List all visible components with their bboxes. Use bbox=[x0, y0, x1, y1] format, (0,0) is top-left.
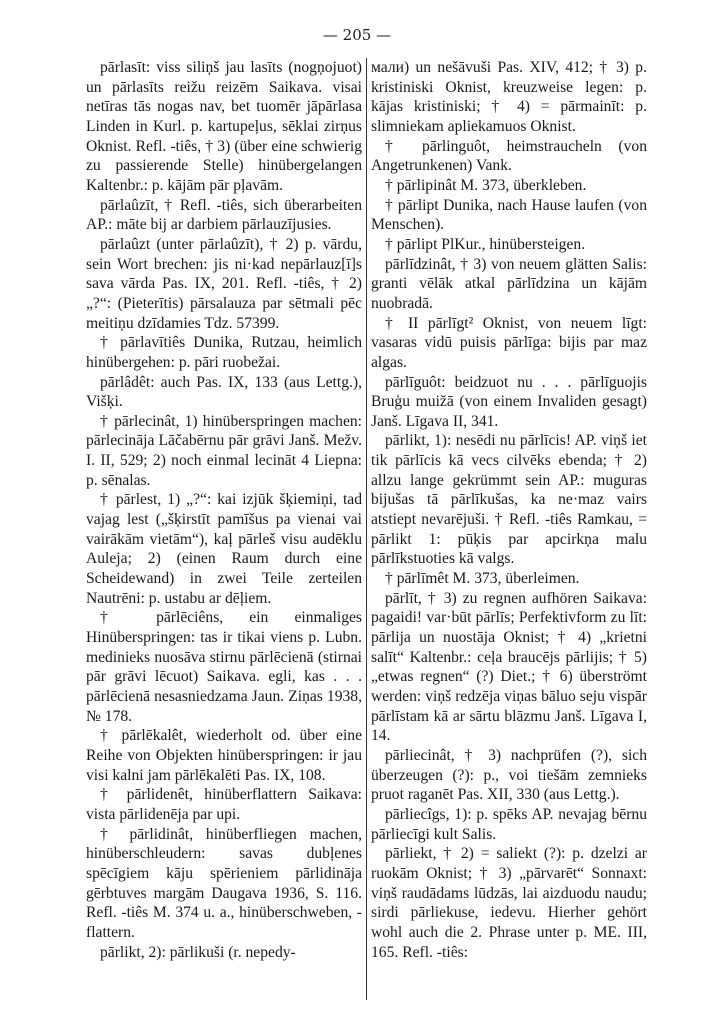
dictionary-entry-parlest: † pārlest, 1) „?“: kai izjūk šķiemiņi, tad vajag lest („šķirstīt pamīšus pa vienai vai vairākām vietām“), kaļ pārleš visu audēklu Auleja; 2) (einen Raum durch eine Scheidewand) in zwei Teile zerteilen Nautrēni: p. ustabu ar dēļiem. bbox=[86, 491, 362, 607]
dictionary-entry-parlauzit: pārlaûzīt, † Refl. -tiês, sich überarbeiten AP.: māte bij ar darbiem pārlauzījusies. bbox=[86, 196, 362, 234]
column-divider bbox=[366, 58, 367, 1000]
dictionary-entry-parlipinat: † pārlipinât M. 373, überkleben. bbox=[385, 176, 587, 194]
page-number: — 205 — bbox=[322, 26, 392, 44]
dictionary-entry-parleciens: † pārlēciêns, ein einmaliges Hinüberspringen: tas ir tikai viens p. Lubn. medinieks nuosāva stirnu pārlēcienā (stirnai pār grāvi lēcuot) Saikava. egli, kas . . . pārlēcienā nesasniedzama Jaun. Ziņas 1938, № 178. bbox=[86, 609, 362, 725]
dictionary-entry-parladet: pārlâdêt: auch Pas. IX, 133 (aus Lettg.), Višķi. bbox=[86, 373, 362, 411]
dictionary-entry-parlidenet: † pārlidenêt, hinüberflattern Saikava: vista pārlidenēja par upi. bbox=[86, 786, 362, 823]
dictionary-entry-parlipt-dunika: † pārlipt Dunika, nach Hause laufen (von Menschen). bbox=[371, 196, 647, 234]
dictionary-entry-parlauzt: pārlaûzt (unter pārlaûzīt), † 2) p. vārdu, sein Wort brechen: jis ni·kad nepārlauz[ī]s sava vārda Pas. IX, 201. Refl. -tiês, † 2) „?“: (Pieterītis) pārsalauza par sētmali pēc meitiņu dzīdamies Tdz. 57399. bbox=[86, 235, 362, 332]
dictionary-entry-parlidzinat: pārlīdzinât, † 3) von neuem glätten Salis: granti vēlāk atkal pārlīdzina un kājām nuobradā. bbox=[371, 255, 647, 312]
dictionary-entry-parligt: † II pārlīgt² Oknist, von neuem līgt: vasaras vidū puisis pārlīga: bijis par maz algas. bbox=[371, 314, 647, 371]
dictionary-entry-parlikt-1: pārlikt, 1): nesēdi nu pārlīcis! AP. viņš iet tik pārlīcis kā vecs cilvēks ebenda; † 2) allzu lange gekrümmt sein AP.: muguras bijušas tā pārlīkušas, ka ne·maz vairs atstiept nevarējuši. † Refl. -tiês Ramkau, = pārlikt 1: pūķis par apcirkņa malu pārlīkstuoties kā valgs. bbox=[371, 432, 647, 568]
dictionary-entry-parlavities: † pārlavītiês Dunika, Rutzau, heimlich hinübergehen: p. pāri ruobežai. bbox=[86, 334, 362, 371]
dictionary-entry-parlinguot: † pārlinguôt, heimstraucheln (von Angetrunkenen) Vank. bbox=[371, 137, 647, 175]
dictionary-entry-parlasit: pārlasīt: viss siliņš jau lasīts (nogņojuot) un pārlasīts reižu reizēm Saikava. visai netīras tās nogas nav, bet tuomēr jāpārlasa Linden in Kurl. p. kartupeļus, sēklai zirņus Oknist. Refl. -tiês, † 3) (über eine schwierig zu passierende Stelle) hinübergelangen Kaltenbr.: p. kājām pār pļavām. bbox=[86, 59, 362, 194]
dictionary-entry-parliguot: pārlīguôt: beidzuot nu . . . pārlīguojis Bruģu muižā (von einem Invaliden gesagt) Janš. Līgava II, 341. bbox=[371, 373, 647, 430]
dictionary-entry-parlidinat: † pārlidinât, hinüberfliegen machen, hinüberschleudern: savas dubļenes spēcīgiem kāju spērieniem pārlidināja gērbtuves margām Daugava 1936, S. 116. Refl. -tiês M. 374 u. a., hinüberschweben, -flattern. bbox=[86, 825, 362, 941]
dictionary-entry-parliekt: pārliekt, † 2) = saliekt (?): p. dzelzi ar ruokām Oknist; † 3) „pārvarēt“ Sonnaxt: viņš raudādams lūdzās, lai aizduodu naudu; sirdi pārliekuse, iedevu. Hierher gehört wohl auch die 2. Phrase unter p. ME. III, 165. Refl. -tiês: bbox=[371, 845, 647, 961]
dictionary-entry-parlekalet: † pārlēkalêt, wiederholt od. über eine Reihe von Objekten hinüberspringen: ir jau visi kalni jam pārlēkalēti Pas. IX, 108. bbox=[86, 727, 362, 784]
dictionary-entry-parliecigs: pārliecîgs, 1): p. spēks AP. nevajag bērnu pārliecīgi kult Salis. bbox=[371, 805, 647, 843]
dictionary-entry-parlikt: pārlikt, 2): pārlikuši (r. nepedy- bbox=[100, 943, 296, 961]
left-column bbox=[86, 58, 362, 962]
dictionary-entry-parlecinat: † pārlecinât, 1) hinüberspringen machen: pārlecināja Lāčabērnu pār grāvi Janš. Mežv. I. II, 529; 2) noch einmal lecināt 4 Liepna: p. sēnalas. bbox=[86, 412, 362, 489]
dictionary-entry-continuation: мали) un nešāvuši Pas. XIV, 412; † 3) p. kristiniski Oknist, kreuzweise legen: p. kājas kristiniski; † 4) = pārmainīt: p. slimniekam apliekamuos Oknist. bbox=[371, 59, 647, 135]
right-column bbox=[371, 58, 647, 962]
dictionary-entry-parlimet: † pārlīmêt M. 373, überleimen. bbox=[385, 570, 580, 588]
dictionary-entry-parlipt-plkur: † pārlipt PlKur., hinübersteigen. bbox=[385, 235, 586, 253]
dictionary-entry-parliecinat: pārliecinât, † 3) nachprüfen (?), sich überzeugen (?): p., voi tiešām zemnieks pruot raganēt Pas. XII, 330 (aus Lettg.). bbox=[371, 746, 647, 804]
dictionary-entry-parlit: pārlīt, † 3) zu regnen aufhören Saikava: pagaidi! var·būt pārlīs; Perfektivform zu līt: pārlija un nuostāja Oknist; † 4) „krietni salīt“ Kaltenbr.: ceļa braucējs pārlijis; † 5) „etwas regnen“ (?) Diet.; † 6) überströmt werden: viņš redzēja viņas bāluo seju vispār pārlīstam kā ar sārtu blāzmu Janš. Līgava I, 14. bbox=[371, 589, 647, 745]
